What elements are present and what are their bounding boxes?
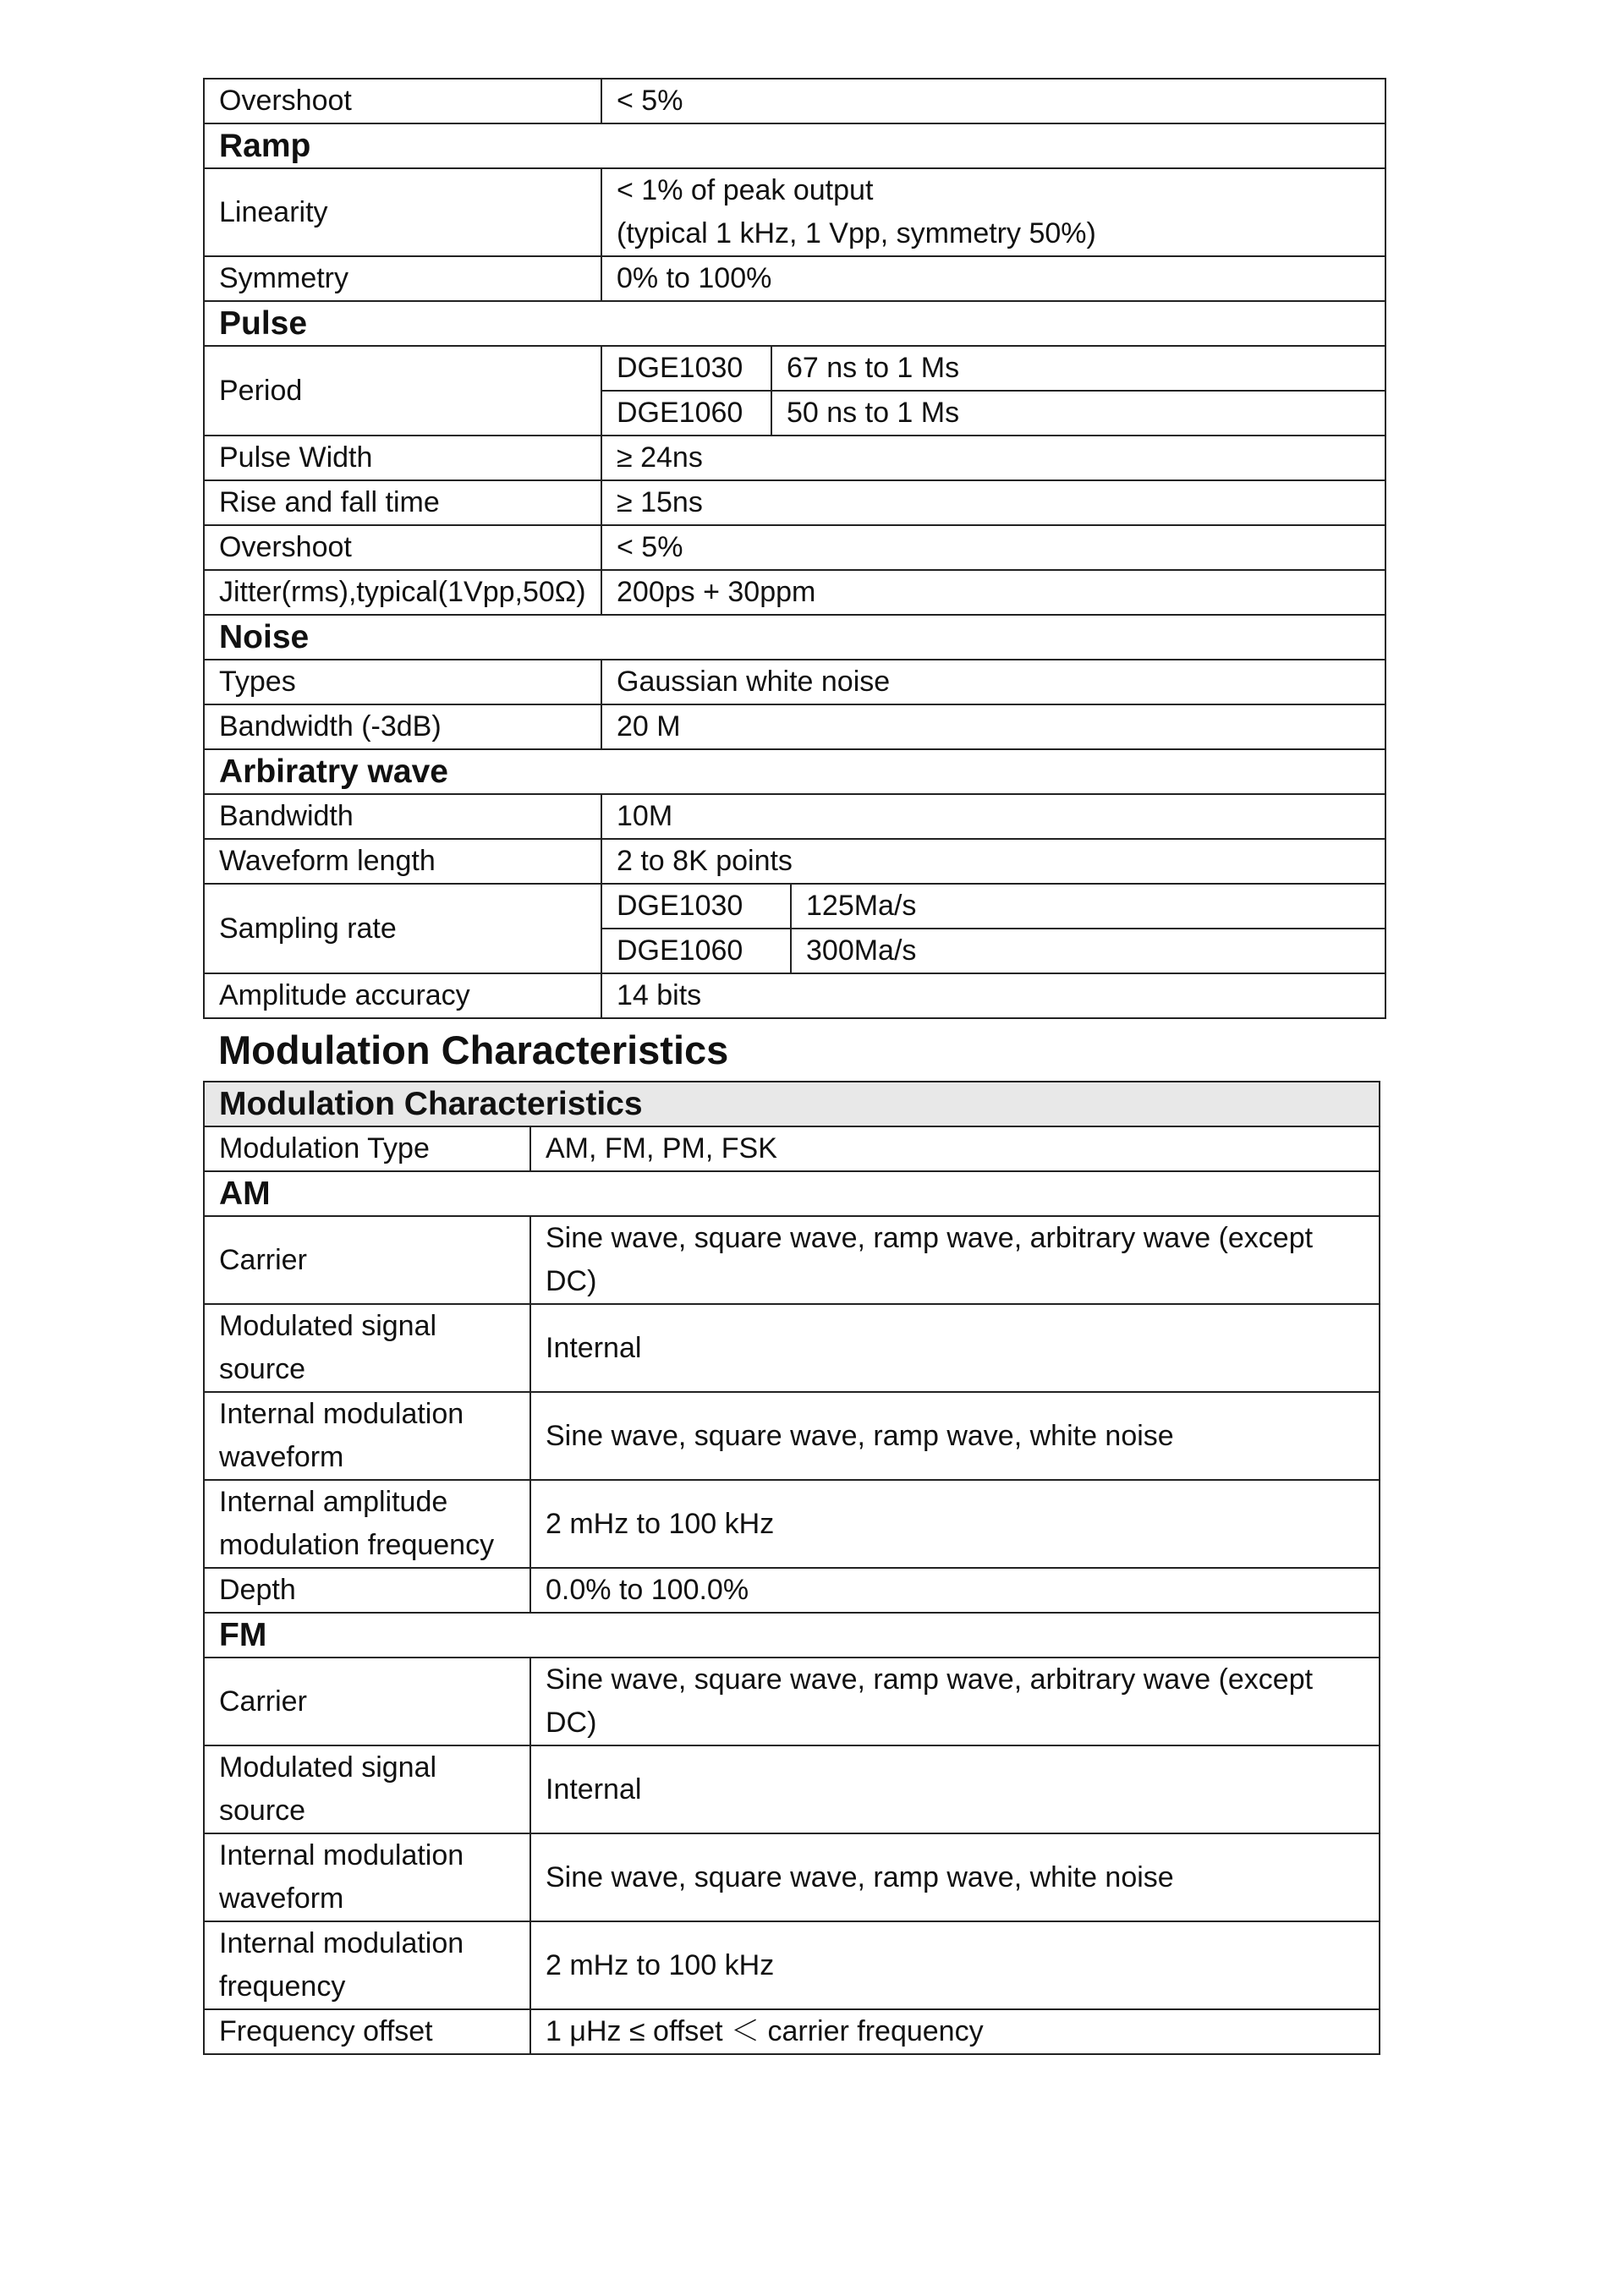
spec-value: Internal xyxy=(530,1304,1380,1392)
spec-label: Carrier xyxy=(204,1658,530,1745)
spec-label: Symmetry xyxy=(204,256,601,301)
model-subtable xyxy=(602,347,1385,435)
table-row xyxy=(204,79,1385,123)
table-row xyxy=(204,256,1385,301)
table-row xyxy=(204,525,1385,570)
spec-value: < 5% xyxy=(601,79,1385,123)
table-row xyxy=(204,168,1385,256)
spec-label: Pulse Width xyxy=(204,436,601,480)
model-subtable xyxy=(602,885,1385,973)
table-header: Modulation Characteristics xyxy=(204,1082,1380,1126)
spec-value: ≥ 24ns xyxy=(601,436,1385,480)
spec-label: Overshoot xyxy=(204,525,601,570)
model-value: 67 ns to 1 Ms xyxy=(771,347,1385,391)
spec-value: 0% to 100% xyxy=(601,256,1385,301)
spec-label: Bandwidth (-3dB) xyxy=(204,704,601,749)
spec-value-split xyxy=(601,346,1385,436)
spec-value: 2 to 8K points xyxy=(601,839,1385,884)
table-row xyxy=(204,973,1385,1018)
spec-value: Sine wave, square wave, ramp wave, white noise xyxy=(530,1833,1380,1921)
model-row xyxy=(602,929,1385,973)
model-name: DGE1030 xyxy=(602,885,791,929)
table-row xyxy=(204,1304,1380,1392)
section-heading-arbitrary-wave: Arbiratry wave xyxy=(204,749,1385,794)
table-row xyxy=(204,1480,1380,1568)
section-row xyxy=(204,301,1385,346)
model-value: 50 ns to 1 Ms xyxy=(787,397,960,429)
spec-value: 2 mHz to 100 kHz xyxy=(530,1480,1380,1568)
section-row xyxy=(204,615,1385,660)
section-row xyxy=(204,1613,1380,1658)
model-name: DGE1060 xyxy=(602,391,771,435)
spec-label: Amplitude accuracy xyxy=(204,973,601,1018)
spec-label: Waveform length xyxy=(204,839,601,884)
section-heading-noise: Noise xyxy=(204,615,1385,660)
modulation-table xyxy=(203,1081,1380,2055)
section-heading-fm: FM xyxy=(204,1613,1380,1658)
model-value: 125Ma/s xyxy=(791,885,1385,929)
spec-value xyxy=(601,168,1385,256)
spec-value: 14 bits xyxy=(601,973,1385,1018)
table-row xyxy=(204,1658,1380,1745)
table-row xyxy=(204,660,1385,704)
waveform-spec-table xyxy=(203,78,1386,1019)
spec-label: Carrier xyxy=(204,1216,530,1304)
table-row xyxy=(204,480,1385,525)
spec-value: 0.0% to 100.0% xyxy=(530,1568,1380,1613)
spec-value: 2 mHz to 100 kHz xyxy=(530,1921,1380,2009)
spec-label: Sampling rate xyxy=(204,884,601,973)
table-row xyxy=(204,1921,1380,2009)
table-row xyxy=(204,1216,1380,1304)
section-heading-am: AM xyxy=(204,1171,1380,1216)
spec-label: Bandwidth xyxy=(204,794,601,839)
table-row xyxy=(204,1126,1380,1171)
spec-value: 20 M xyxy=(601,704,1385,749)
spec-label: Internal modulation waveform xyxy=(204,1392,530,1480)
spec-value: AM, FM, PM, FSK xyxy=(530,1126,1380,1171)
spec-label: Types xyxy=(204,660,601,704)
section-heading-ramp: Ramp xyxy=(204,123,1385,168)
spec-value-split xyxy=(601,884,1385,973)
model-value: 300Ma/s xyxy=(806,934,917,967)
spec-value-line: (typical 1 kHz, 1 Vpp, symmetry 50%) xyxy=(617,217,1096,249)
section-row xyxy=(204,123,1385,168)
table-row xyxy=(204,1568,1380,1613)
table-row xyxy=(204,436,1385,480)
section-heading-pulse: Pulse xyxy=(204,301,1385,346)
page-title: Modulation Characteristics xyxy=(218,1027,729,1072)
model-row xyxy=(602,391,1385,435)
spec-value-line: < 1% of peak output xyxy=(617,174,874,206)
model-name: DGE1030 xyxy=(602,347,771,391)
spec-value: 10M xyxy=(601,794,1385,839)
spec-value: Sine wave, square wave, ramp wave, arbitrary wave (except DC) xyxy=(530,1658,1380,1745)
table-row xyxy=(204,839,1385,884)
spec-label: Rise and fall time xyxy=(204,480,601,525)
table-row xyxy=(204,570,1385,615)
spec-label: Modulated signal source xyxy=(204,1304,530,1392)
spec-label: Linearity xyxy=(204,168,601,256)
spec-label: Jitter(rms),typical(1Vpp,50Ω) xyxy=(204,570,601,615)
spec-label: Internal modulation waveform xyxy=(204,1833,530,1921)
spec-label: Frequency offset xyxy=(204,2009,530,2054)
spec-label: Modulation Type xyxy=(204,1126,530,1171)
table-row xyxy=(204,704,1385,749)
model-name: DGE1060 xyxy=(602,929,791,973)
spec-label: Internal modulation frequency xyxy=(204,1921,530,2009)
spec-value: Sine wave, square wave, ramp wave, arbitrary wave (except DC) xyxy=(530,1216,1380,1304)
spec-label: Period xyxy=(204,346,601,436)
spec-value: 1 μHz ≤ offset ＜ carrier frequency xyxy=(530,2009,1380,2054)
section-row xyxy=(204,749,1385,794)
model-row xyxy=(602,347,1385,391)
table-row xyxy=(204,794,1385,839)
spec-label: Internal amplitude modulation frequency xyxy=(204,1480,530,1568)
spec-label: Modulated signal source xyxy=(204,1745,530,1833)
spec-value: ≥ 15ns xyxy=(601,480,1385,525)
table-row xyxy=(204,2009,1380,2054)
spec-label: Overshoot xyxy=(204,79,601,123)
spec-label: Depth xyxy=(204,1568,530,1613)
section-row xyxy=(204,1171,1380,1216)
spec-value: Sine wave, square wave, ramp wave, white noise xyxy=(530,1392,1380,1480)
table-row xyxy=(204,1745,1380,1833)
spec-value: Gaussian white noise xyxy=(601,660,1385,704)
table-row xyxy=(204,346,1385,436)
spec-value: Internal xyxy=(530,1745,1380,1833)
header-row xyxy=(204,1082,1380,1126)
spec-value: 200ps + 30ppm xyxy=(601,570,1385,615)
table-row xyxy=(204,1833,1380,1921)
spec-value: < 5% xyxy=(601,525,1385,570)
model-row xyxy=(602,885,1385,929)
table-row xyxy=(204,884,1385,973)
table-row xyxy=(204,1392,1380,1480)
